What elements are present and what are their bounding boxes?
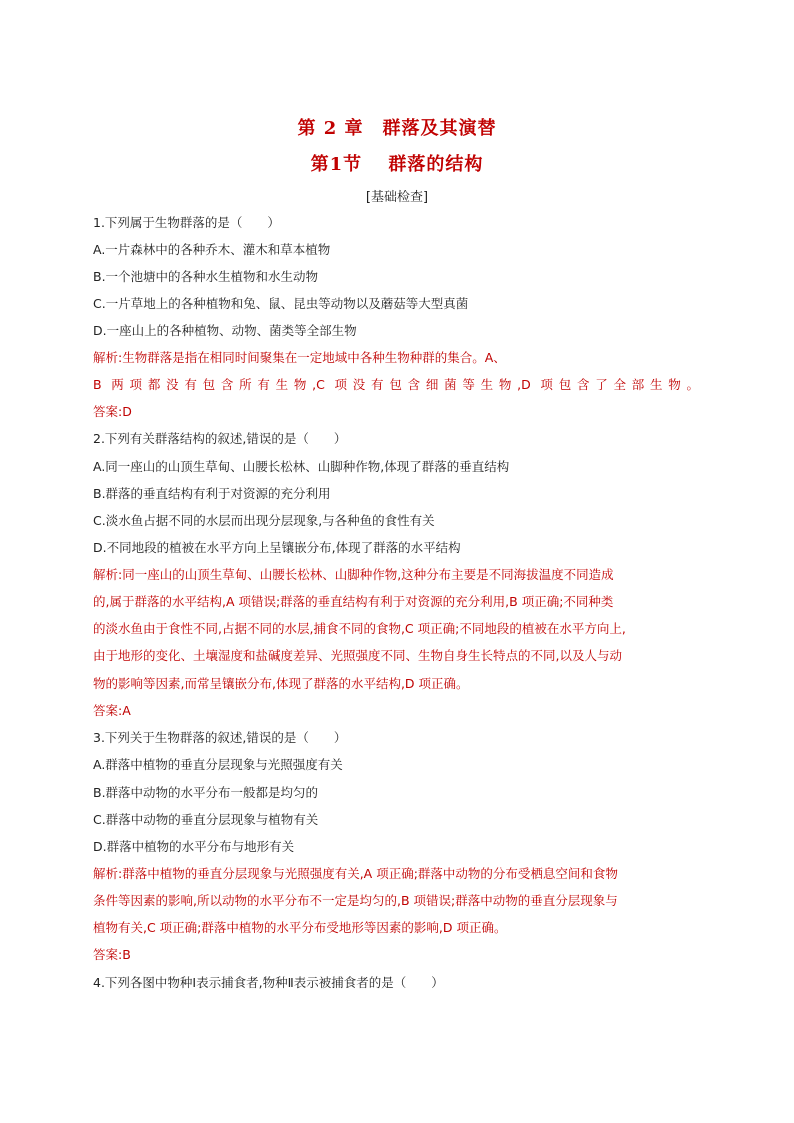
- question-3-analysis-line: 解析:群落中植物的垂直分层现象与光照强度有关,A 项正确;群落中动物的分布受栖息空间和食物: [93, 866, 618, 881]
- question-3-stem: 3.下列关于生物群落的叙述,错误的是（ ）: [93, 730, 347, 745]
- question-3-option-d: D.群落中植物的水平分布与地形有关: [93, 839, 295, 854]
- question-1-option-b: B.一个池塘中的各种水生植物和水生动物: [93, 269, 319, 284]
- question-2-analysis-line: 由于地形的变化、土壤湿度和盐碱度差异、光照强度不同、生物自身生长特点的不同,以及人与动: [93, 648, 622, 663]
- question-2-answer: 答案:A: [93, 703, 131, 718]
- question-1-stem: 1.下列属于生物群落的是（ ）: [93, 215, 280, 230]
- question-2-option-b: B.群落的垂直结构有利于对资源的充分利用: [93, 486, 331, 501]
- section-title: 第1节 群落的结构: [310, 154, 484, 175]
- question-3-answer: 答案:B: [93, 947, 131, 962]
- question-3-option-b: B.群落中动物的水平分布一般都是均匀的: [93, 785, 319, 800]
- question-1-analysis-line: 解析:生物群落是指在相同时间聚集在一定地域中各种生物种群的集合。A、: [93, 350, 506, 365]
- question-2-analysis-line: 的,属于群落的水平结构,A 项错误;群落的垂直结构有利于对资源的充分利用,B 项正确;不同种类: [93, 594, 614, 609]
- question-3-option-c: C.群落中动物的垂直分层现象与植物有关: [93, 812, 319, 827]
- question-1-option-a: A.一片森林中的各种乔木、灌木和草本植物: [93, 242, 331, 257]
- question-3-analysis-line: 植物有关,C 项正确;群落中植物的水平分布受地形等因素的影响,D 项正确。: [93, 920, 507, 935]
- question-1-answer: 答案:D: [93, 404, 132, 419]
- chapter-title: 第 2 章 群落及其演替: [297, 118, 497, 139]
- question-1-option-d: D.一座山上的各种植物、动物、菌类等全部生物: [93, 323, 357, 338]
- question-2-analysis-line: 物的影响等因素,而常呈镶嵌分布,体现了群落的水平结构,D 项正确。: [93, 676, 469, 691]
- question-2-analysis-line: 的淡水鱼由于食性不同,占据不同的水层,捕食不同的食物,C 项正确;不同地段的植被在水平方向上,: [93, 621, 626, 636]
- question-2-stem: 2.下列有关群落结构的叙述,错误的是（ ）: [93, 431, 347, 446]
- question-1-analysis-line: B 两项都没有包含所有生物,C 项没有包含细菌等生物,D 项包含了全部生物。: [93, 377, 699, 392]
- question-2-option-a: A.同一座山的山顶生草甸、山腰长松林、山脚种作物,体现了群落的垂直结构: [93, 459, 510, 474]
- question-4-stem: 4.下列各图中物种Ⅰ表示捕食者,物种Ⅱ表示被捕食者的是（ ）: [93, 975, 444, 990]
- section-tag: [基础检查]: [365, 190, 429, 205]
- question-2-option-c: C.淡水鱼占据不同的水层而出现分层现象,与各种鱼的食性有关: [93, 513, 435, 528]
- question-3-analysis-line: 条件等因素的影响,所以动物的水平分布不一定是均匀的,B 项错误;群落中动物的垂直分层现象与: [93, 893, 618, 908]
- question-1-option-c: C.一片草地上的各种植物和兔、鼠、昆虫等动物以及蘑菇等大型真菌: [93, 296, 469, 311]
- question-2-option-d: D.不同地段的植被在水平方向上呈镶嵌分布,体现了群落的水平结构: [93, 540, 461, 555]
- question-2-analysis-line: 解析:同一座山的山顶生草甸、山腰长松林、山脚种作物,这种分布主要是不同海拔温度不同造成: [93, 567, 614, 582]
- question-3-option-a: A.群落中植物的垂直分层现象与光照强度有关: [93, 757, 343, 772]
